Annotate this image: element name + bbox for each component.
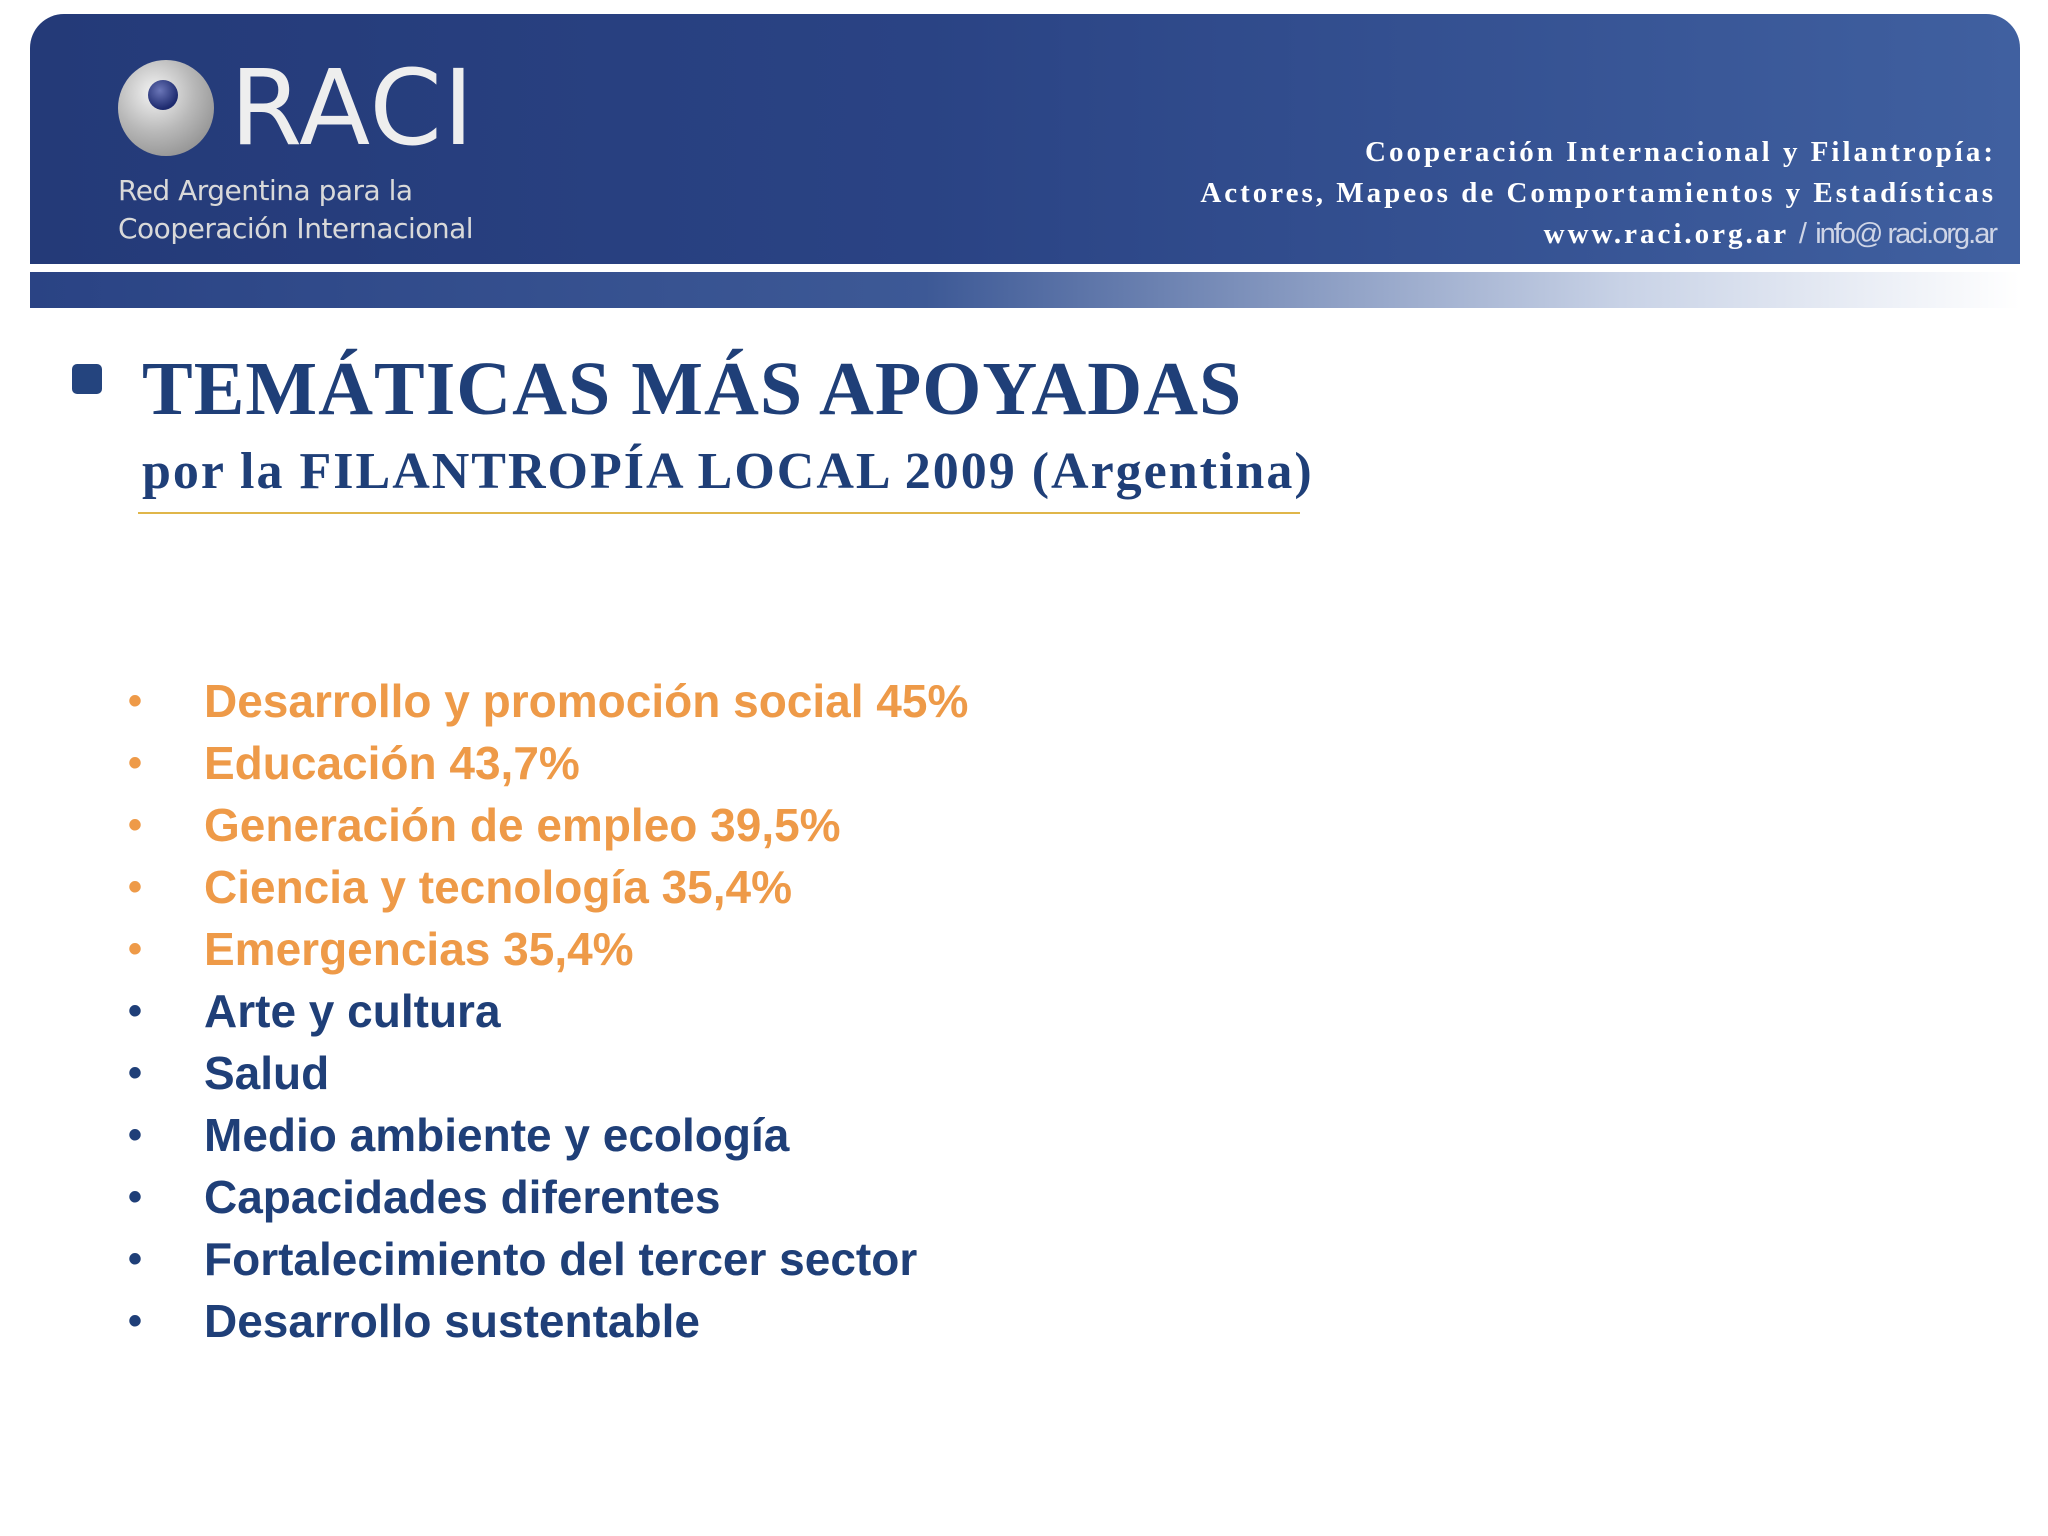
header-info-line1: Cooperación Internacional y Filantropía: <box>1365 136 1996 168</box>
header-contact <box>1200 214 1996 255</box>
list-item <box>128 1104 968 1166</box>
slide-subtitle: por la FILANTROPÍA LOCAL 2009 (Argentina) <box>142 443 1314 500</box>
list-item-label: Desarrollo y promoción social 45% <box>204 675 969 727</box>
bullet-icon: • <box>128 989 143 1033</box>
list-item <box>128 794 968 856</box>
list-item-label: Desarrollo sustentable <box>204 1295 700 1347</box>
bullet-icon: • <box>128 1237 143 1281</box>
list-item-label: Salud <box>204 1047 330 1099</box>
list-item <box>128 1290 968 1352</box>
list-item-label: Emergencias 35,4% <box>204 923 634 975</box>
bullet-icon: • <box>128 1175 143 1219</box>
logo-sphere-dot <box>148 80 178 110</box>
bullet-icon: • <box>128 741 143 785</box>
logo-wordmark: RACI <box>230 47 475 169</box>
bullet-icon: • <box>128 927 143 971</box>
list-item-label: Educación 43,7% <box>204 737 580 789</box>
bullet-icon: • <box>128 865 143 909</box>
list-item-label: Medio ambiente y ecología <box>204 1109 790 1161</box>
logo-subtitle-line1: Red Argentina para la <box>118 174 413 207</box>
bullet-icon: • <box>128 679 143 723</box>
contact-separator: / <box>1798 218 1805 250</box>
list-item <box>128 732 968 794</box>
header-stripe <box>30 272 2020 308</box>
title-underline <box>138 512 1300 514</box>
list-item <box>128 1228 968 1290</box>
list-item <box>128 980 968 1042</box>
list-item-label: Fortalecimiento del tercer sector <box>204 1233 918 1285</box>
bullet-icon: • <box>128 803 143 847</box>
list-item <box>128 1042 968 1104</box>
header-info <box>1200 132 1996 255</box>
logo-subtitle-line2: Cooperación Internacional <box>118 212 474 245</box>
list-item-label: Arte y cultura <box>204 985 501 1037</box>
logo-subtitle <box>118 172 498 248</box>
list-item-label: Capacidades diferentes <box>204 1171 721 1223</box>
list-item-label: Ciencia y tecnología 35,4% <box>204 861 793 913</box>
email-link[interactable]: info@ raci.org.ar <box>1815 218 1996 250</box>
header-info-line2: Actores, Mapeos de Comportamientos y Estadísticas <box>1200 177 1996 209</box>
list-item <box>128 1166 968 1228</box>
title-bullet-icon <box>72 364 102 394</box>
list-item <box>128 918 968 980</box>
slide-title: TEMÁTICAS MÁS APOYADAS <box>142 347 1243 431</box>
raci-logo <box>118 47 498 254</box>
list-item-label: Generación de empleo 39,5% <box>204 799 841 851</box>
list-item <box>128 856 968 918</box>
header-banner <box>30 14 2020 264</box>
bullet-icon: • <box>128 1113 143 1157</box>
list-item <box>128 670 968 732</box>
website-link[interactable]: www.raci.org.ar <box>1543 218 1789 250</box>
topics-list <box>128 670 968 1352</box>
logo-sphere-icon <box>118 60 214 156</box>
bullet-icon: • <box>128 1051 143 1095</box>
bullet-icon: • <box>128 1299 143 1343</box>
header-gap <box>30 264 2020 272</box>
